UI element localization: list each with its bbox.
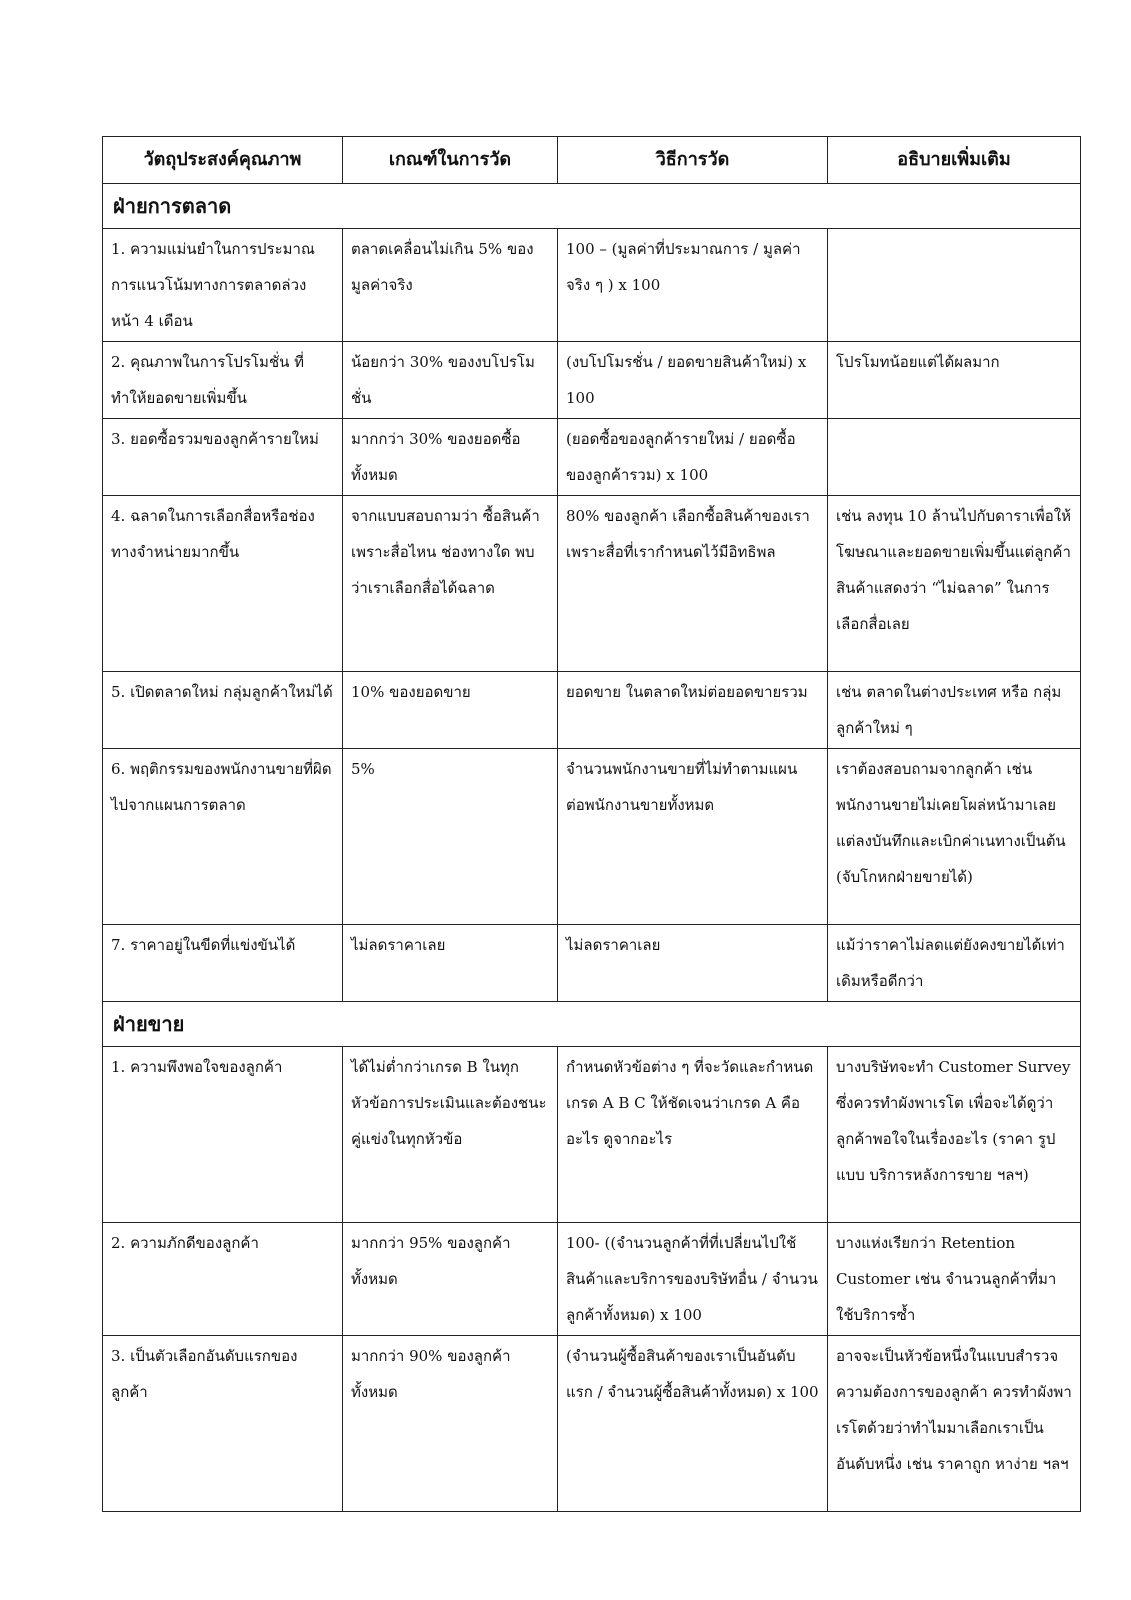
section-title: ฝ่ายการตลาด	[103, 184, 1081, 229]
section-row	[103, 1002, 1081, 1047]
cell-criteria: จากแบบสอบถามว่า ซื้อสินค้าเพราะสื่อไหน ช่องทางใด พบว่าเราเลือกสื่อได้ฉลาด	[343, 496, 558, 672]
table-row	[103, 672, 1081, 749]
cell-objective: 2. คุณภาพในการโปรโมชั่น ที่ทำให้ยอดขายเพิ่มขึ้น	[103, 342, 343, 419]
cell-method: (จำนวนผู้ซื้อสินค้าของเราเป็นอันดับแรก / จำนวนผู้ซื้อสินค้าทั้งหมด) x 100	[558, 1336, 828, 1512]
cell-criteria: ตลาดเคลื่อนไม่เกิน 5% ของมูลค่าจริง	[343, 229, 558, 342]
quality-objectives-table	[102, 136, 1081, 1512]
cell-method: ยอดขาย ในตลาดใหม่ต่อยอดขายรวม	[558, 672, 828, 749]
table-row	[103, 1336, 1081, 1512]
cell-objective: 1. ความแม่นยำในการประมาณการแนวโน้มทางการตลาดล่วงหน้า 4 เดือน	[103, 229, 343, 342]
table-row	[103, 1223, 1081, 1336]
cell-method: จำนวนพนักงานขายที่ไม่ทำตามแผน ต่อพนักงานขายทั้งหมด	[558, 749, 828, 925]
cell-notes: บางแห่งเรียกว่า Retention Customer เช่น จำนวนลูกค้าที่มาใช้บริการซ้ำ	[828, 1223, 1081, 1336]
cell-objective: 3. เป็นตัวเลือกอันดับแรกของลูกค้า	[103, 1336, 343, 1512]
table-row	[103, 419, 1081, 496]
table-row	[103, 925, 1081, 1002]
cell-criteria: น้อยกว่า 30% ของงบโปรโมชั่น	[343, 342, 558, 419]
cell-objective: 3. ยอดซื้อรวมของลูกค้ารายใหม่	[103, 419, 343, 496]
table-row	[103, 1047, 1081, 1223]
cell-objective: 7. ราคาอยู่ในขีดที่แข่งขันได้	[103, 925, 343, 1002]
cell-notes: บางบริษัทจะทำ Customer Survey ซึ่งควรทำผังพาเรโต เพื่อจะได้ดูว่าลูกค้าพอใจในเรื่องอะไร (ราคา รูปแบบ บริการหลังการขาย ฯลฯ)	[828, 1047, 1081, 1223]
cell-objective: 1. ความพึงพอใจของลูกค้า	[103, 1047, 343, 1223]
section-title: ฝ่ายขาย	[103, 1002, 1081, 1047]
cell-notes	[828, 229, 1081, 342]
cell-objective: 6. พฤติกรรมของพนักงานขายที่ผิดไปจากแผนการตลาด	[103, 749, 343, 925]
table-row	[103, 496, 1081, 672]
cell-objective: 4. ฉลาดในการเลือกสื่อหรือช่องทางจำหน่ายมากขึ้น	[103, 496, 343, 672]
table-row	[103, 342, 1081, 419]
cell-method: 100 – (มูลค่าที่ประมาณการ / มูลค่าจริง ๆ ) x 100	[558, 229, 828, 342]
cell-method: 80% ของลูกค้า เลือกซื้อสินค้าของเราเพราะสื่อที่เรากำหนดไว้มีอิทธิพล	[558, 496, 828, 672]
cell-criteria: ไม่ลดราคาเลย	[343, 925, 558, 1002]
cell-notes: เช่น ตลาดในต่างประเทศ หรือ กลุ่มลูกค้าใหม่ ๆ	[828, 672, 1081, 749]
header-notes: อธิบายเพิ่มเติม	[828, 137, 1081, 184]
cell-criteria: ได้ไม่ต่ำกว่าเกรด B ในทุกหัวข้อการประเมินและต้องชนะคู่แข่งในทุกหัวข้อ	[343, 1047, 558, 1223]
cell-method: (ยอดซื้อของลูกค้ารายใหม่ / ยอดซื้อของลูกค้ารวม) x 100	[558, 419, 828, 496]
header-criteria: เกณฑ์ในการวัด	[343, 137, 558, 184]
cell-method: ไม่ลดราคาเลย	[558, 925, 828, 1002]
cell-objective: 5. เปิดตลาดใหม่ กลุ่มลูกค้าใหม่ได้	[103, 672, 343, 749]
section-row	[103, 184, 1081, 229]
cell-criteria: 5%	[343, 749, 558, 925]
cell-criteria: มากกว่า 90% ของลูกค้าทั้งหมด	[343, 1336, 558, 1512]
cell-notes: เช่น ลงทุน 10 ล้านไปกับดาราเพื่อให้โฆษณาและยอดขายเพิ่มขึ้นแต่ลูกค้าสินค้าแสดงว่า “ไม่ฉลาด” ในการเลือกสื่อเลย	[828, 496, 1081, 672]
cell-notes	[828, 419, 1081, 496]
cell-notes: แม้ว่าราคาไม่ลดแต่ยังคงขายได้เท่าเดิมหรือดีกว่า	[828, 925, 1081, 1002]
cell-notes: อาจจะเป็นหัวข้อหนึ่งในแบบสำรวจความต้องการของลูกค้า ควรทำผังพาเรโตด้วยว่าทำไมมาเลือกเราเป็นอันดับหนึ่ง เช่น ราคาถูก หาง่าย ฯลฯ	[828, 1336, 1081, 1512]
table-header-row	[103, 137, 1081, 184]
cell-method: 100- ((จำนวนลูกค้าที่ที่เปลี่ยนไปใช้สินค้าและบริการของบริษัทอื่น / จำนวนลูกค้าทั้งหมด) x 100	[558, 1223, 828, 1336]
cell-criteria: มากกว่า 30% ของยอดซื้อทั้งหมด	[343, 419, 558, 496]
cell-criteria: 10% ของยอดขาย	[343, 672, 558, 749]
header-method: วิธีการวัด	[558, 137, 828, 184]
cell-method: กำหนดหัวข้อต่าง ๆ ที่จะวัดและกำหนด เกรด A B C ให้ชัดเจนว่าเกรด A คืออะไร ดูจากอะไร	[558, 1047, 828, 1223]
header-objective: วัตถุประสงค์คุณภาพ	[103, 137, 343, 184]
table-row	[103, 749, 1081, 925]
table-body	[103, 184, 1081, 1512]
cell-method: (งบโปโมรชั่น / ยอดขายสินค้าใหม่) x 100	[558, 342, 828, 419]
cell-objective: 2. ความภักดีของลูกค้า	[103, 1223, 343, 1336]
cell-notes: โปรโมทน้อยแต่ได้ผลมาก	[828, 342, 1081, 419]
cell-criteria: มากกว่า 95% ของลูกค้าทั้งหมด	[343, 1223, 558, 1336]
cell-notes: เราต้องสอบถามจากลูกค้า เช่น พนักงานขายไม่เคยโผล่หน้ามาเลยแต่ลงบันทึกและเบิกค่าเนทางเป็นต้น (จับโกหกฝ่ายขายได้)	[828, 749, 1081, 925]
table-row	[103, 229, 1081, 342]
